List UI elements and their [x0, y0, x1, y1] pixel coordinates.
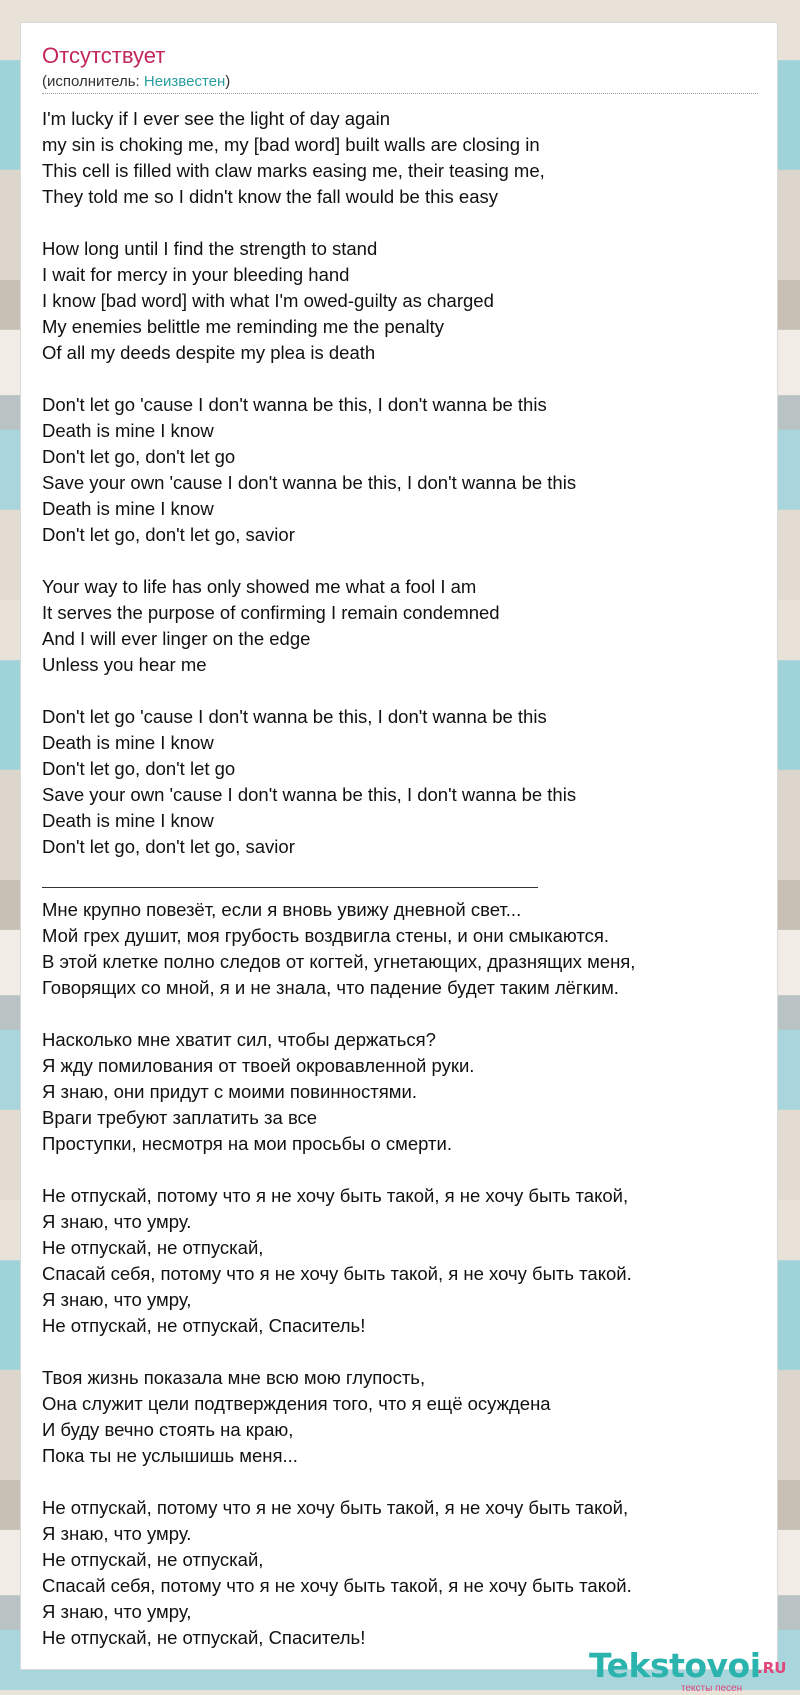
lyric-line: They told me so I didn't know the fall would be this easy — [42, 186, 498, 207]
lyrics-translation — [42, 897, 762, 1651]
stanza — [42, 106, 762, 210]
song-title: Отсутствует — [42, 43, 166, 68]
stanza — [42, 574, 762, 678]
stanza — [42, 236, 762, 366]
lyric-line: Я знаю, что умру, — [42, 1289, 192, 1310]
lyric-line: Не отпускай, не отпускай, — [42, 1237, 264, 1258]
lyric-line: Don't let go, don't let go — [42, 446, 236, 467]
lyric-line: Спасай себя, потому что я не хочу быть такой, я не хочу быть такой. — [42, 1575, 632, 1596]
stanza — [42, 1495, 762, 1651]
lyric-line: Don't let go, don't let go, savior — [42, 836, 295, 857]
lyric-line: Не отпускай, потому что я не хочу быть такой, я не хочу быть такой, — [42, 1497, 629, 1518]
artist-line — [42, 73, 230, 91]
lyric-line: Я знаю, что умру, — [42, 1601, 192, 1622]
lyric-line: Of all my deeds despite my plea is death — [42, 342, 376, 363]
lyrics-original — [42, 106, 762, 860]
lyric-line: Не отпускай, не отпускай, Спаситель! — [42, 1627, 366, 1648]
lyric-line: Death is mine I know — [42, 420, 214, 441]
lyric-line: Don't let go, don't let go — [42, 758, 236, 779]
lyric-line: Я жду помилования от твоей окровавленной руки. — [42, 1055, 475, 1076]
lyric-line: Мой грех душит, моя грубость воздвигла стены, и они смыкаются. — [42, 925, 609, 946]
stanza — [42, 704, 762, 860]
title-divider — [42, 93, 758, 94]
site-logo[interactable] — [589, 1647, 794, 1695]
lyric-line: Спасай себя, потому что я не хочу быть такой, я не хочу быть такой. — [42, 1263, 632, 1284]
lyric-line: Save your own 'cause I don't wanna be this, I don't wanna be this — [42, 472, 577, 493]
lyric-line: This cell is filled with claw marks easing me, their teasing me, — [42, 160, 545, 181]
lyric-line: Не отпускай, не отпускай, — [42, 1549, 264, 1570]
lyric-line: My enemies belittle me reminding me the penalty — [42, 316, 445, 337]
lyric-line: Твоя жизнь показала мне всю мою глупость, — [42, 1367, 426, 1388]
lyric-line: Она служит цели подтверждения того, что я ещё осуждена — [42, 1393, 551, 1414]
lyric-line: Death is mine I know — [42, 810, 214, 831]
lyrics-card — [20, 22, 787, 1694]
lyric-line: Я знаю, что умру. — [42, 1523, 192, 1544]
lyric-line: Не отпускай, не отпускай, Спаситель! — [42, 1315, 366, 1336]
lyric-line: Unless you hear me — [42, 654, 207, 675]
lyric-line: В этой клетке полно следов от когтей, угнетающих, дразнящих меня, — [42, 951, 636, 972]
lyric-line: Save your own 'cause I don't wanna be this, I don't wanna be this — [42, 784, 577, 805]
lyric-line: It serves the purpose of confirming I remain condemned — [42, 602, 500, 623]
lyric-line: Пока ты не услышишь меня... — [42, 1445, 298, 1466]
lyric-line: Your way to life has only showed me what a fool I am — [42, 576, 477, 597]
lyric-line: Don't let go, don't let go, savior — [42, 524, 295, 545]
logo-tagline: тексты песен — [681, 1683, 743, 1694]
lyric-line: Говорящих со мной, я и не знала, что падение будет таким лёгким. — [42, 977, 619, 998]
lyric-line: How long until I find the strength to stand — [42, 238, 378, 259]
lyric-line: I wait for mercy in your bleeding hand — [42, 264, 350, 285]
lyric-line: And I will ever linger on the edge — [42, 628, 311, 649]
logo-text: Tekstovoi — [589, 1646, 761, 1685]
lyric-line: Мне крупно повезёт, если я вновь увижу дневной свет... — [42, 899, 522, 920]
lyric-line: Death is mine I know — [42, 498, 214, 519]
lyric-line: Я знаю, они придут с моими повинностями. — [42, 1081, 417, 1102]
lyric-line: Не отпускай, потому что я не хочу быть такой, я не хочу быть такой, — [42, 1185, 629, 1206]
artist-prefix: (исполнитель: — [42, 73, 144, 90]
lyric-line: I know [bad word] with what I'm owed-guilty as charged — [42, 290, 494, 311]
lyric-line: Don't let go 'cause I don't wanna be this, I don't wanna be this — [42, 706, 547, 727]
lyric-line: Враги требуют заплатить за все — [42, 1107, 318, 1128]
lyric-line: И буду вечно стоять на краю, — [42, 1419, 294, 1440]
translation-separator — [42, 887, 538, 888]
lyric-line: Насколько мне хватит сил, чтобы держаться? — [42, 1029, 436, 1050]
lyric-line: Death is mine I know — [42, 732, 214, 753]
artist-link[interactable]: Неизвестен — [143, 73, 226, 90]
stanza — [42, 1365, 762, 1469]
lyric-line: Проступки, несмотря на мои просьбы о смерти. — [42, 1133, 453, 1154]
stanza — [42, 392, 762, 548]
stanza — [42, 1027, 762, 1157]
lyric-line: Я знаю, что умру. — [42, 1211, 192, 1232]
artist-suffix: ) — [225, 73, 231, 90]
lyric-line: I'm lucky if I ever see the light of day again — [42, 108, 391, 129]
lyric-line: Don't let go 'cause I don't wanna be this, I don't wanna be this — [42, 394, 547, 415]
stanza — [42, 897, 762, 1001]
logo-domain: .RU — [757, 1659, 787, 1677]
stanza — [42, 1183, 762, 1339]
lyric-line: my sin is choking me, my [bad word] built walls are closing in — [42, 134, 540, 155]
